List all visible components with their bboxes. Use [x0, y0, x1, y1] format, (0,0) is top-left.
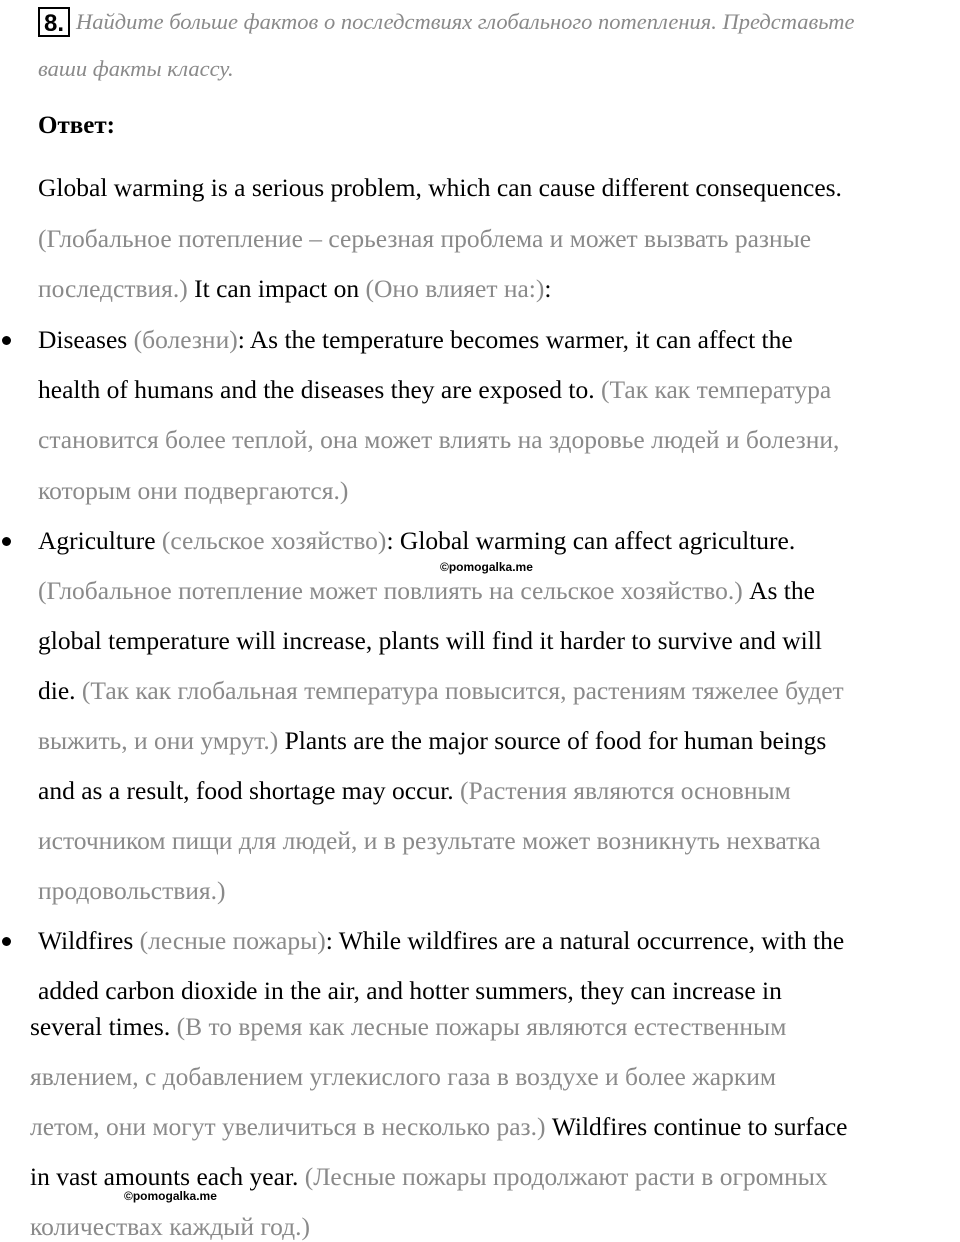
task-text-continued: ваши факты классу. [38, 56, 234, 81]
answer-line [38, 626, 822, 656]
english-text: As the [742, 576, 815, 605]
english-text: : [544, 274, 552, 303]
answer-label: Ответ: [38, 112, 115, 139]
english-text: in vast amounts each year. [30, 1162, 305, 1191]
task-number: 8. [38, 7, 70, 37]
watermark: ©pomogalka.me [124, 1189, 217, 1203]
translation-text: (В то время как лесные пожары являются естественным [176, 1012, 787, 1041]
translation-text: выжить, и они умрут.) [38, 726, 279, 755]
answer-line [38, 476, 348, 506]
english-text: global temperature will increase, plants will find it harder to survive and will [38, 626, 822, 655]
english-text: and as a result, food shortage may occur. [38, 776, 461, 805]
answer-line [30, 1162, 828, 1192]
bullet-diseases [2, 336, 11, 345]
translation-text: явлением, с добавлением углекислого газа в воздухе и более жарким [30, 1062, 777, 1091]
english-text: Diseases [38, 325, 134, 354]
answer-line [38, 726, 826, 756]
task-header [38, 4, 948, 81]
english-text: added carbon dioxide in the air, and hotter summers, they can increase in [38, 976, 782, 1005]
translation-text: (Глобальное потепление может повлиять на сельское хозяйство.) [38, 576, 743, 605]
translation-text: (лесные пожары) [139, 926, 326, 955]
english-text: It can impact on [187, 274, 366, 303]
english-text: health of humans and the diseases they are exposed to. [38, 375, 601, 404]
answer-line [38, 274, 551, 304]
translation-text: летом, они могут увеличиться в несколько раз.) [30, 1112, 546, 1141]
english-text: Agriculture [38, 526, 162, 555]
english-text: : As the temperature becomes warmer, it can affect the [237, 325, 793, 354]
answer-line [38, 526, 795, 556]
answer-line [30, 1112, 848, 1142]
answer-line [38, 776, 791, 806]
english-text: Plants are the major source of food for human beings [278, 726, 827, 755]
answer-line [38, 425, 839, 455]
english-text: Wildfires continue to surface [545, 1112, 848, 1141]
translation-text: (Так как глобальная температура повысится, растениям тяжелее будет [81, 676, 844, 705]
task-text: Найдите больше фактов о последствиях глобального потепления. Представьте [76, 9, 855, 34]
english-text: Wildfires [38, 926, 140, 955]
translation-text: которым они подвергаются.) [38, 476, 349, 505]
answer-line [38, 325, 793, 355]
answer-line [30, 1212, 310, 1242]
answer-line [38, 826, 821, 856]
answer-line [38, 876, 226, 906]
answer-line [38, 926, 844, 956]
bullet-wildfires [2, 937, 11, 946]
translation-text: количествах каждый год.) [30, 1212, 311, 1241]
answer-line [38, 576, 815, 606]
answer-line [38, 375, 831, 405]
answer-line [38, 676, 844, 706]
answer-line [38, 173, 842, 203]
bullet-agriculture [2, 537, 11, 546]
translation-text: (Оно влияет на:) [365, 274, 545, 303]
watermark: ©pomogalka.me [440, 560, 533, 574]
translation-text: последствия.) [38, 274, 188, 303]
translation-text: продовольствия.) [38, 876, 226, 905]
translation-text: (Так как температура [600, 375, 832, 404]
english-text: : While wildfires are a natural occurrence, with the [325, 926, 845, 955]
answer-line [38, 976, 782, 1006]
answer-line [30, 1062, 776, 1092]
translation-text: источником пищи для людей, и в результате может возникнуть нехватка [38, 826, 821, 855]
english-text: : Global warming can affect agriculture. [386, 526, 796, 555]
translation-text: (Лесные пожары продолжают расти в огромных [304, 1162, 828, 1191]
translation-text: (Растения являются основным [460, 776, 791, 805]
translation-text: (сельское хозяйство) [161, 526, 387, 555]
english-text: several times. [30, 1012, 177, 1041]
translation-text: (болезни) [133, 325, 238, 354]
english-text: die. [38, 676, 82, 705]
translation-text: (Глобальное потепление – серьезная проблема и может вызвать разные [38, 224, 812, 253]
answer-line [30, 1012, 786, 1042]
answer-line [38, 224, 811, 254]
translation-text: становится более теплой, она может влиять на здоровье людей и болезни, [38, 425, 840, 454]
english-text: Global warming is a serious problem, which can cause different consequences. [38, 173, 842, 202]
